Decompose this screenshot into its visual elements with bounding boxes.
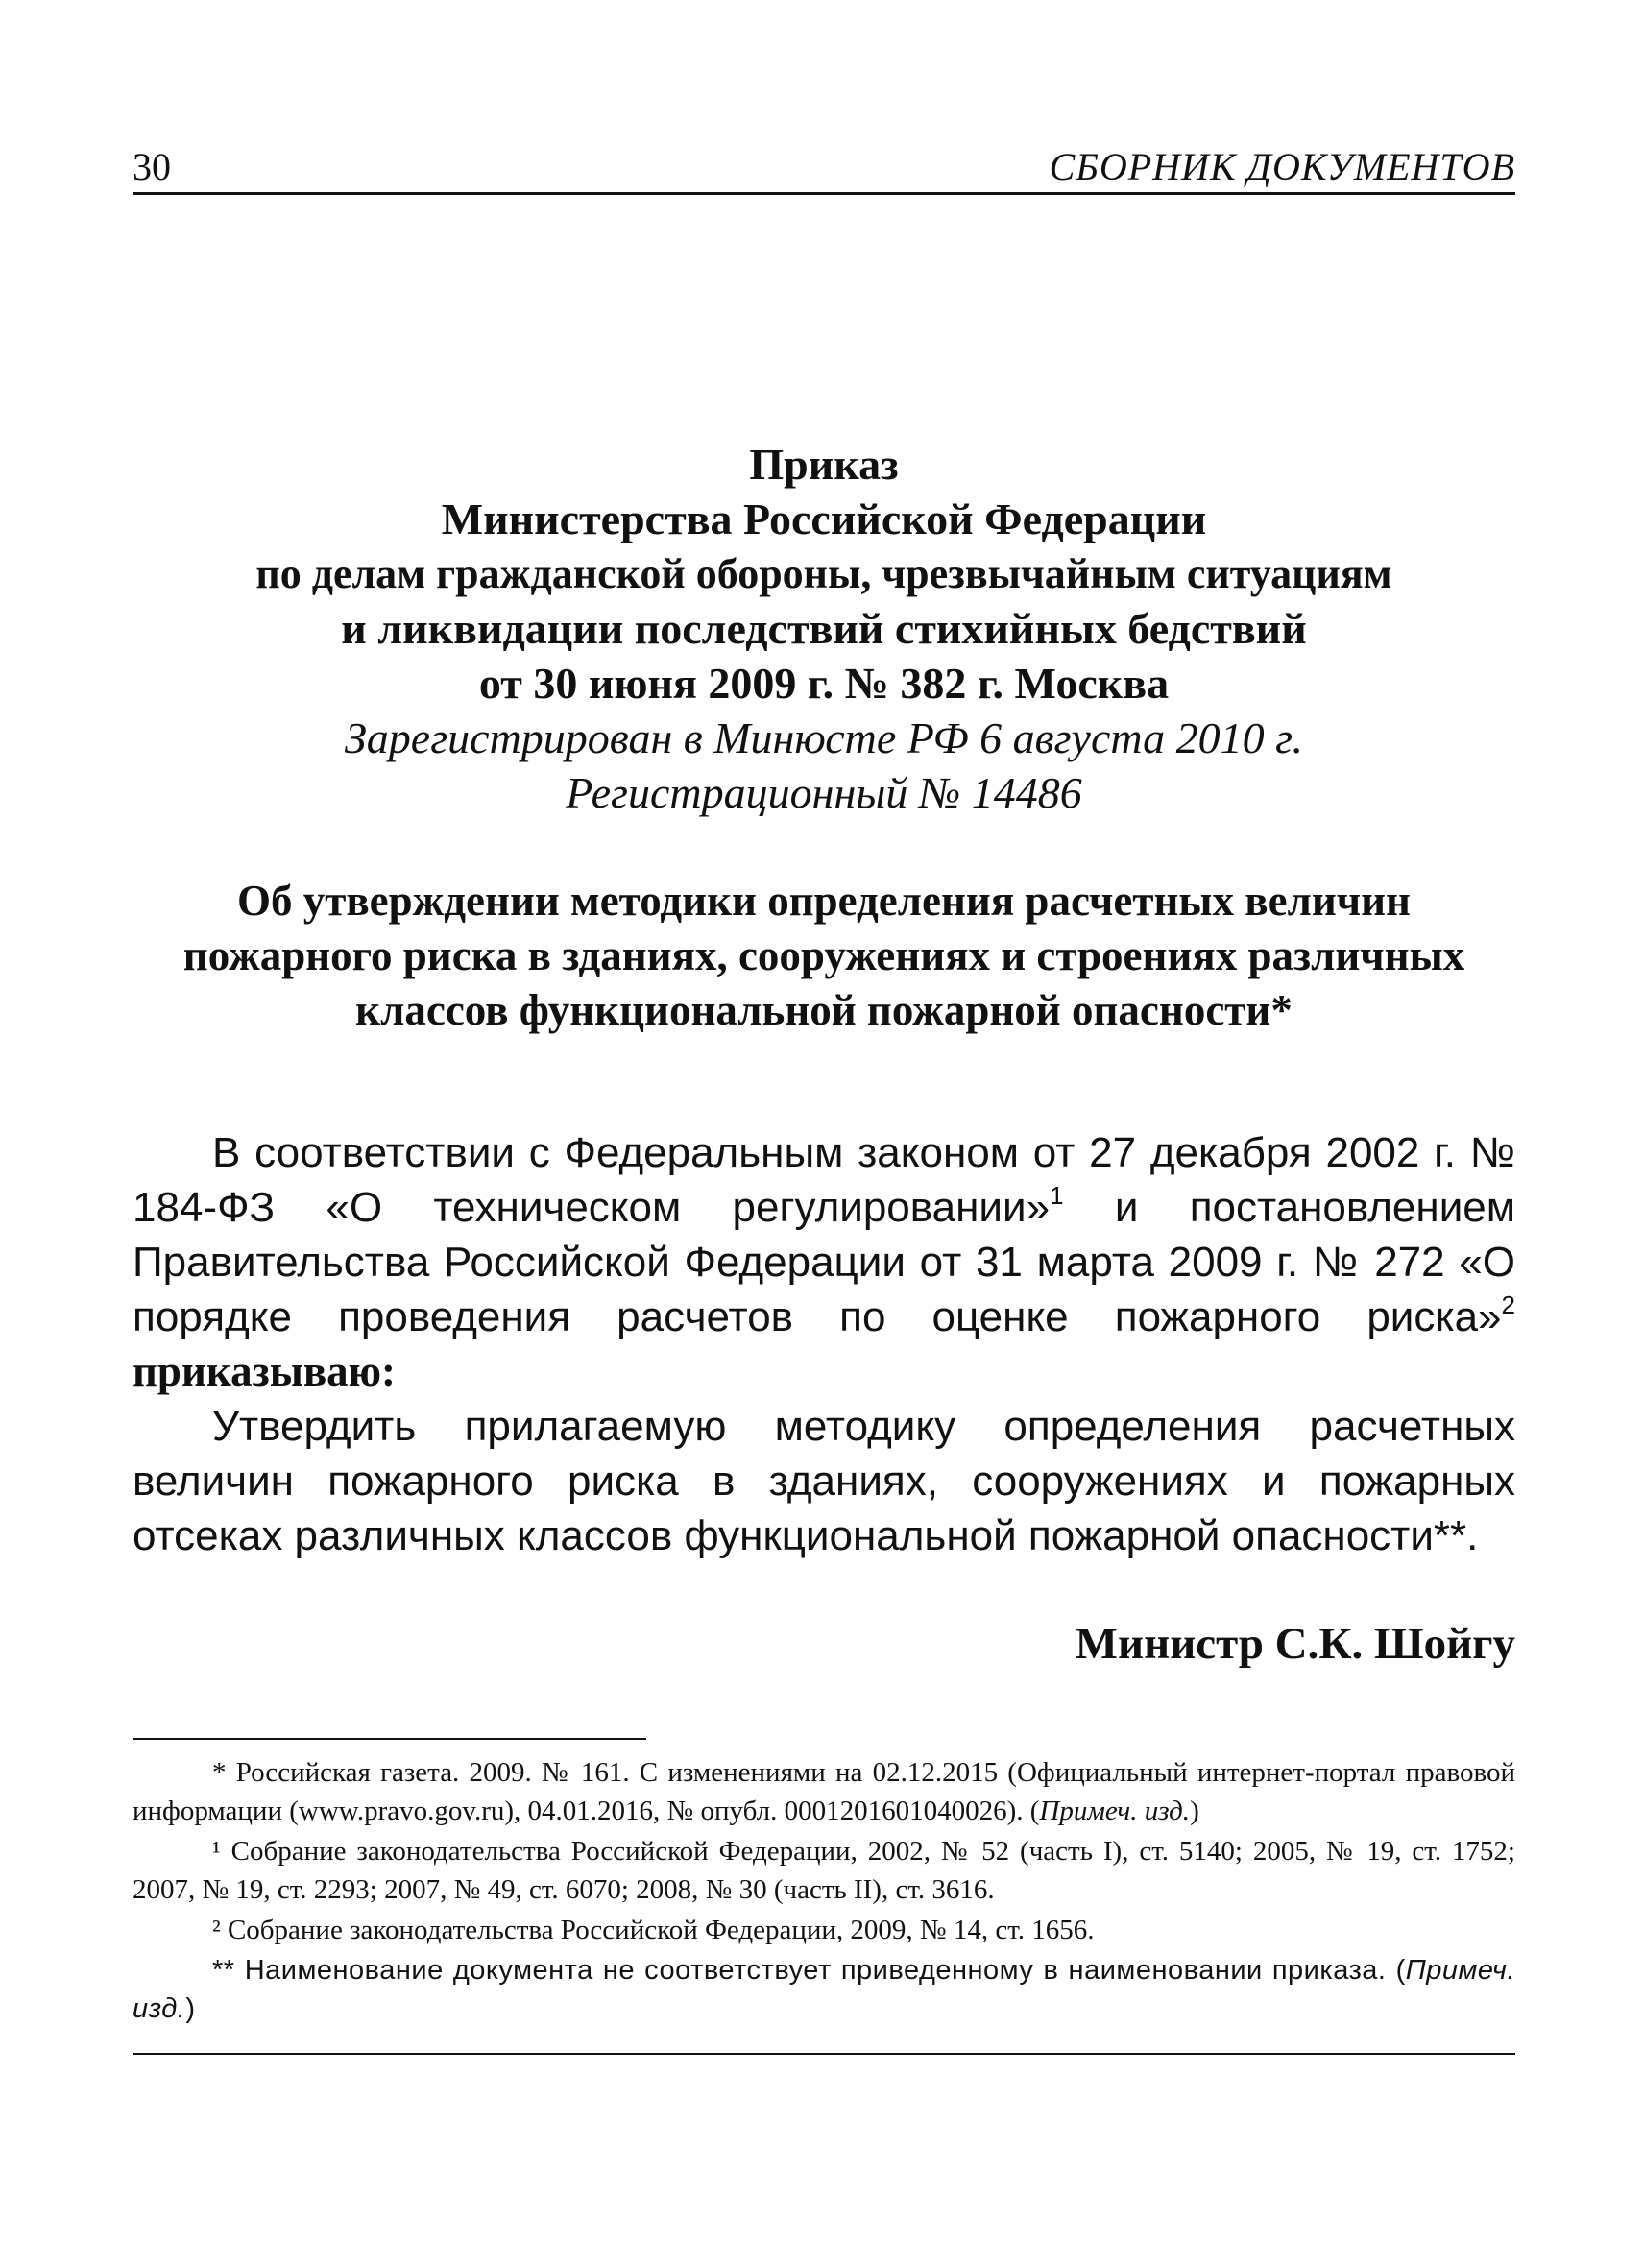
order-title-line: Министерства Российской Федерации	[441, 495, 1207, 543]
subject-line: Об утверждении методики определения расчетных величин	[237, 877, 1411, 925]
order-date-line: от 30 июня 2009 г. № 382 г. Москва	[478, 659, 1170, 708]
operative-paragraph: Утвердить прилагаемую методику определения расчетных величин пожарного риска в зданиях, сооружениях и пожарных отсеках различных классов функциональной пожарной опасности**.	[133, 1403, 1515, 1559]
footnote-text: )	[1190, 1796, 1199, 1826]
collection-title: СБОРНИК ДОКУМЕНТОВ	[1049, 145, 1515, 188]
header-rule	[133, 192, 1515, 195]
preamble-text: и постановлением Правительства Российской Федерации от 31 марта 2009 г. № 272 «О порядке проведения расчетов по оценке пожарного риска»	[133, 1184, 1515, 1340]
footnote-text: ** Наименование документа не соответствует приведенному в наименовании приказа. (	[212, 1955, 1406, 1986]
page-number: 30	[133, 145, 171, 188]
order-title-line: по делам гражданской обороны, чрезвычайным ситуациям	[255, 550, 1392, 597]
subject-line: пожарного риска в зданиях, сооружениях и строениях различных	[182, 931, 1465, 979]
order-title-line: Приказ	[749, 440, 899, 489]
subject-line: классов функциональной пожарной опасности*	[355, 986, 1293, 1034]
signature: Министр С.К. Шойгу	[1075, 1619, 1515, 1669]
preamble-paragraph	[133, 1125, 1515, 1399]
footnote-text: * Российская газета. 2009. № 161. С изменениями на 02.12.2015 (Официальный интернет-портал правовой информации (www.pravo.gov.ru), 04.01.2016, № опубл. 0001201601040026). (	[133, 1757, 1515, 1826]
footnote-ref: 2	[1501, 1291, 1515, 1320]
footnote-1: ¹ Собрание законодательства Российской Федерации, 2002, № 52 (часть I), ст. 5140; 2005, № 19, ст. 1752; 2007, № 19, ст. 2293; 2007, № 49, ст. 6070; 2008, № 30 (часть II), ст. 3616.	[133, 1836, 1515, 1905]
footnote-rule	[133, 1738, 646, 1740]
running-header	[133, 144, 1515, 198]
order-title-block	[133, 437, 1515, 820]
registration-line: Зарегистрирован в Минюсте РФ 6 августа 2010 г.	[345, 713, 1303, 762]
footnote-ref: 1	[1050, 1181, 1064, 1211]
bottom-rule	[133, 2053, 1515, 2055]
footnote-2: ² Собрание законодательства Российской Федерации, 2009, № 14, ст. 1656.	[212, 1915, 1095, 1945]
footnote-text: )	[185, 1993, 196, 2024]
publisher-note: Примеч. изд.	[133, 1955, 1515, 2024]
footnote-double-star	[133, 1951, 1515, 2028]
command-word: приказываю:	[133, 1347, 397, 1395]
footnotes	[133, 1753, 1515, 2030]
order-title-line: и ликвидации последствий стихийных бедствий	[341, 604, 1307, 653]
publisher-note: Примеч. изд.	[1039, 1796, 1191, 1826]
order-body	[133, 1125, 1515, 1563]
registration-number: Регистрационный № 14486	[566, 768, 1082, 817]
order-subject	[133, 874, 1515, 1038]
footnote-star	[133, 1753, 1515, 1830]
preamble-text: В соответствии с Федеральным законом от 27 декабря 2002 г. № 184-ФЗ «О техническом регулировании»	[133, 1129, 1515, 1231]
